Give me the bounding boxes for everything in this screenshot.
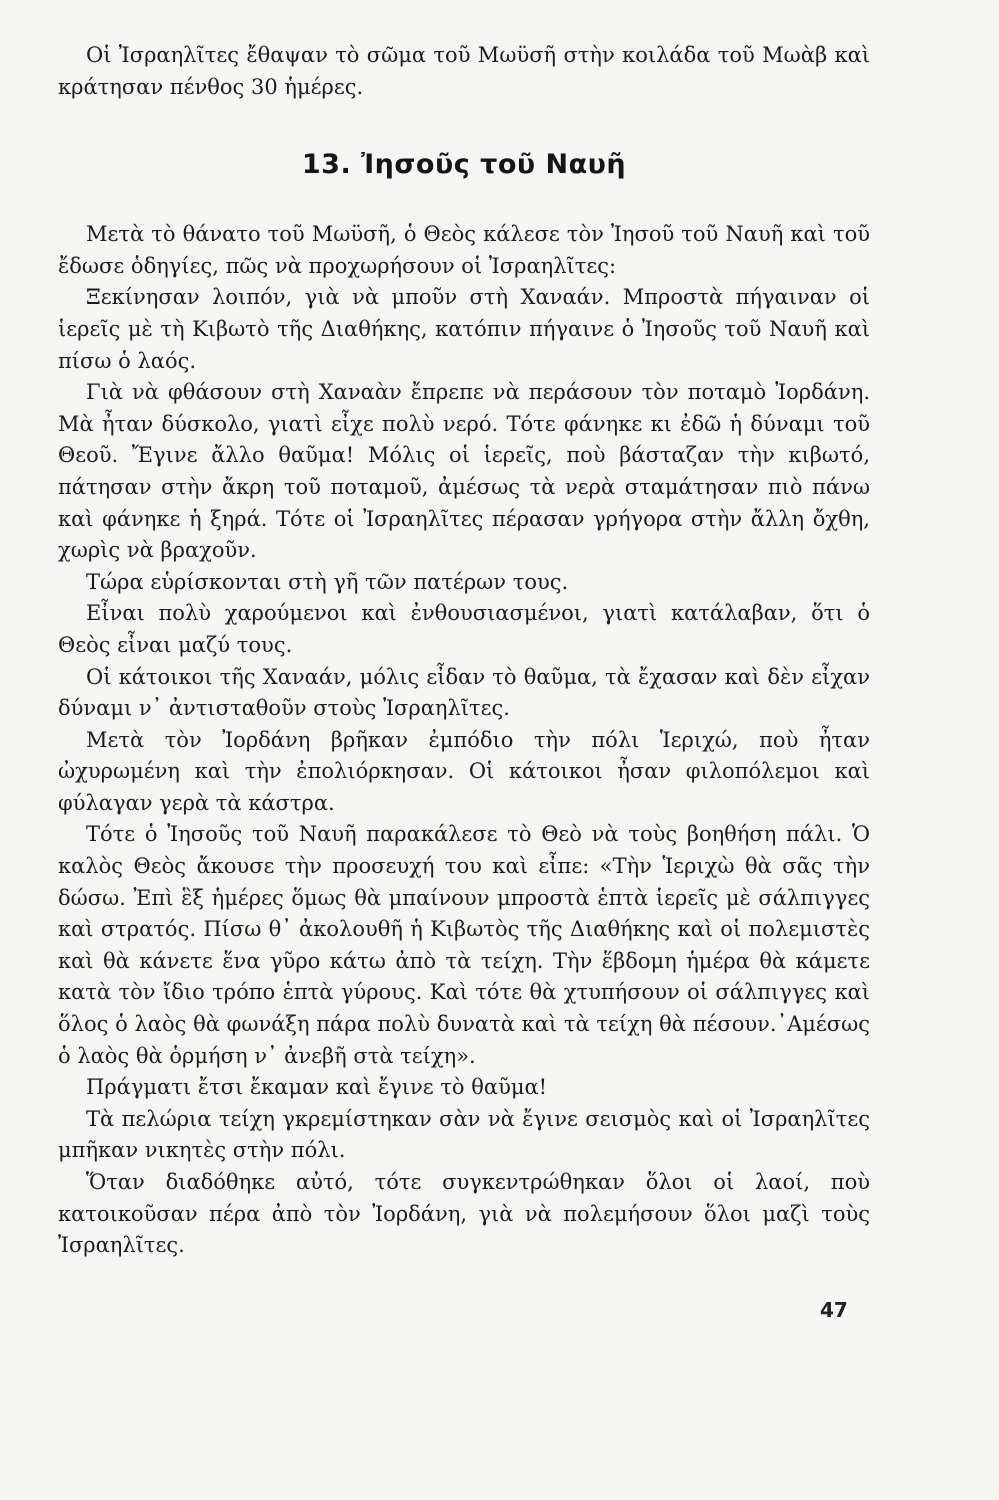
intro-paragraph: Οἱ Ἰσραηλῖτες ἔθαψαν τὸ σῶμα τοῦ Μωϋσῆ στὴν κοιλάδα τοῦ Μωὰβ καὶ κράτησαν πένθος 30 ἡμέρες.	[58, 43, 870, 99]
paragraph-4: Τώρα εὑρίσκονται στὴ γῆ τῶν πατέρων τους.	[86, 569, 569, 594]
paragraph-2: Ξεκίνησαν λοιπόν, γιὰ νὰ μποῦν στὴ Χαναάν. Μπροστὰ πήγαιναν οἱ ἱερεῖς μὲ τὴ Κιβωτὸ τῆς Διαθήκης, κατόπιν πήγαινε ὁ Ἰησοῦς τοῦ Ναυῆ καὶ πίσω ὁ λαός.	[58, 285, 870, 373]
paragraph-11: Ὅταν διαδόθηκε αὐτό, τότε συγκεντρώθηκαν ὅλοι οἱ λαοί, ποὺ κατοικοῦσαν πέρα ἀπὸ τὸν Ἰορδάνη, γιὰ νὰ πολεμήσουν ὅλοι μαζὶ τοὺς Ἰσραηλῖτες.	[58, 1170, 870, 1258]
paragraph-8: Τότε ὁ Ἰησοῦς τοῦ Ναυῆ παρακάλεσε τὸ Θεὸ νὰ τοὺς βοηθήση πάλι. Ὁ καλὸς Θεὸς ἄκουσε τὴν προσευχή του καὶ εἶπε: «Τὴν Ἱεριχὼ θὰ σᾶς τὴν δώσω. Ἐπὶ ἓξ ἡμέρες ὅμως θὰ μπαίνουν μπροστὰ ἑπτὰ ἱερεῖς μὲ σάλπιγγες καὶ στρατός. Πίσω θ᾿ ἀκολουθῆ ἡ Κιβωτὸς τῆς Διαθήκης καὶ οἱ πολεμιστὲς καὶ θὰ κάνετε ἕνα γῦρο κάτω ἀπὸ τὰ τείχη. Τὴν ἕβδομη ἡμέρα θὰ κάμετε κατὰ τὸν ἴδιο τρόπο ἑπτὰ γύρους. Καὶ τότε θὰ χτυπήσουν οἱ σάλπιγγες καὶ ὅλος ὁ λαὸς θὰ φωνάξη πάρα πολὺ δυνατὰ καὶ τὰ τείχη θὰ πέσουν.᾿Αμέσως ὁ λαὸς θὰ ὁρμήση ν᾿ ἀνεβῆ στὰ τείχη».	[58, 822, 870, 1068]
paragraph-9: Πράγματι ἔτσι ἔκαμαν καὶ ἔγινε τὸ θαῦμα!	[86, 1075, 548, 1100]
book-page	[58, 40, 870, 1262]
paragraph-6: Οἱ κάτοικοι τῆς Χαναάν, μόλις εἶδαν τὸ θαῦμα, τὰ ἔχασαν καὶ δὲν εἶχαν δύναμι ν᾿ ἀντισταθοῦν στοὺς Ἰσραηλῖτες.	[58, 664, 870, 721]
paragraph-7: Μετὰ τὸν Ἰορδάνη βρῆκαν ἐμπόδιο τὴν πόλι Ἱεριχώ, ποὺ ἦταν ὠχυρωμένη καὶ τὴν ἐπολιόρκησαν. Οἱ κάτοικοι ἦσαν φιλοπόλεμοι καὶ φύλαγαν γερὰ τὰ κάστρα.	[58, 727, 870, 815]
paragraph-10: Τὰ πελώρια τείχη γκρεμίστηκαν σὰν νὰ ἔγινε σεισμὸς καὶ οἱ Ἰσραηλῖτες μπῆκαν νικητὲς στὴν πόλι.	[58, 1106, 870, 1163]
paragraph-5: Εἶναι πολὺ χαρούμενοι καὶ ἐνθουσιασμένοι, γιατὶ κατάλαβαν, ὅτι ὁ Θεὸς εἶναι μαζύ τους.	[58, 601, 870, 657]
section-heading: 13. Ἰησοῦς τοῦ Ναυῆ	[301, 149, 627, 181]
page-number: 47	[820, 1298, 848, 1322]
paragraph-3: Γιὰ νὰ φθάσουν στὴ Χαναὰν ἔπρεπε νὰ περάσουν τὸν ποταμὸ Ἰορδάνη. Μὰ ἦταν δύσκολο, γιατὶ εἶχε πολὺ νερό. Τότε φάνηκε κι ἐδῶ ἡ δύναμι τοῦ Θεοῦ. Ἔγινε ἄλλο θαῦμα! Μόλις οἱ ἱερεῖς, ποὺ βάσταζαν τὴν κιβωτό, πάτησαν στὴν ἄκρη τοῦ ποταμοῦ, ἀμέσως τὰ νερὰ σταμάτησαν πιὸ πάνω καὶ φάνηκε ἡ ξηρά. Τότε οἱ Ἰσραηλῖτες πέρασαν γρήγορα στὴν ἄλλη ὄχθη, χωρὶς νὰ βραχοῦν.	[58, 380, 870, 563]
paragraph-1: Μετὰ τὸ θάνατο τοῦ Μωϋσῆ, ὁ Θεὸς κάλεσε τὸν Ἰησοῦ τοῦ Ναυῆ καὶ τοῦ ἔδωσε ὁδηγίες, πῶς νὰ προχωρήσουν οἱ Ἰσραηλῖτες:	[58, 222, 870, 278]
